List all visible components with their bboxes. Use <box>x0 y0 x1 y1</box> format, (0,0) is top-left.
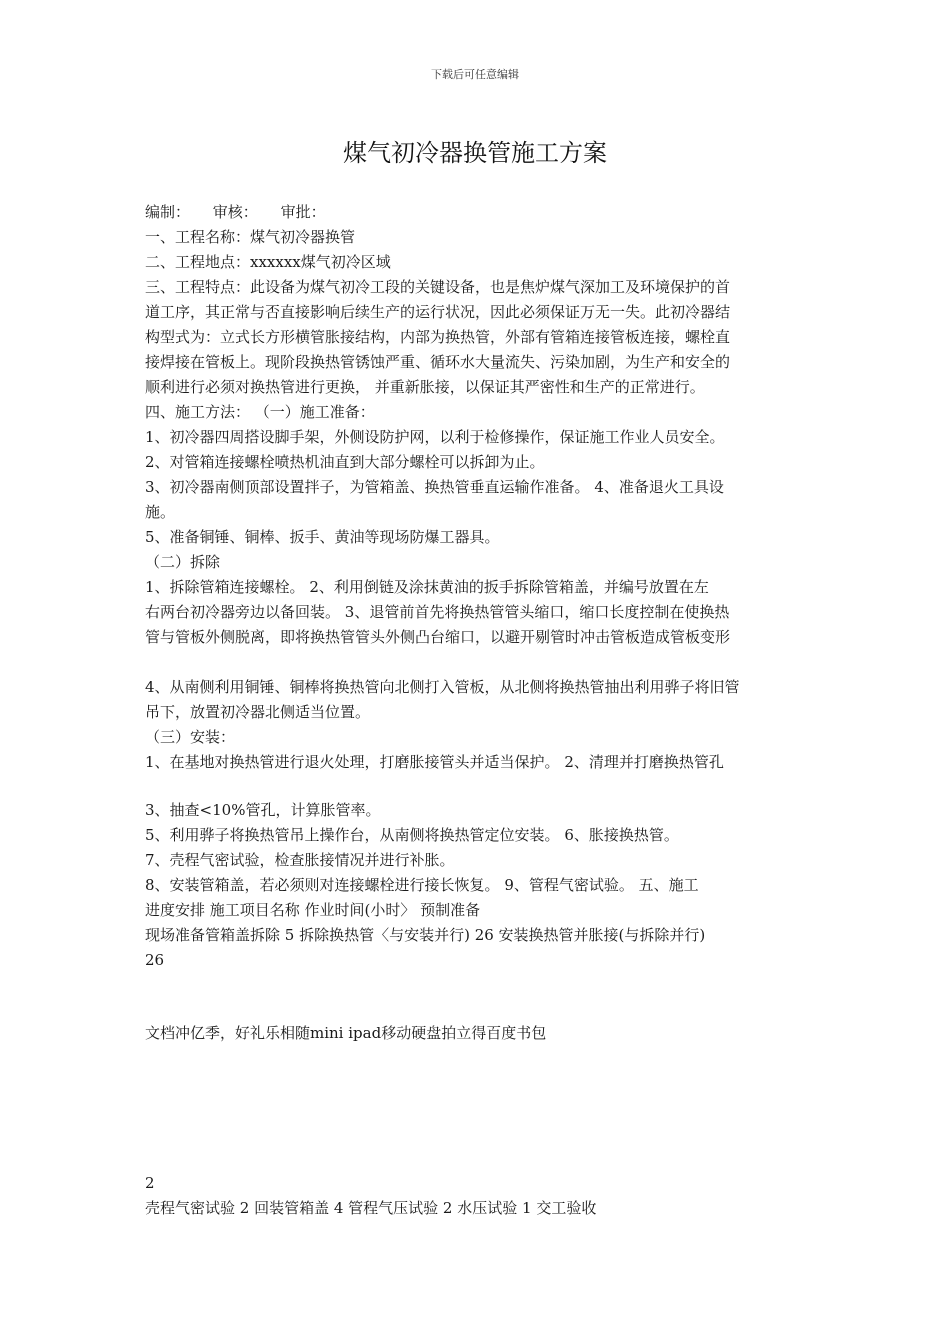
body-line: 5、利用骅子将换热管吊上操作台，从南侧将换热管定位安装。 6、胀接换热管。 <box>145 826 679 844</box>
body-line: 右两台初冷器旁边以备回装。 3、退管前首先将换热管管头缩口，缩口长度控制在使换热 <box>145 603 730 621</box>
body-line: 2、对管箱连接螺栓喷热机油直到大部分螺栓可以拆卸为止。 <box>145 453 545 471</box>
signoff-row <box>145 202 810 222</box>
body-line: 道工序，其正常与否直接影响后续生产的运行状况，因此必须保证万无一失。此初冷器结 <box>145 303 731 321</box>
project-features-line: 三、工程特点：此设备为煤气初冷工段的关键设备，也是焦炉煤气深加工及环境保护的首 <box>145 278 731 296</box>
subsection-heading: （二）拆除 <box>145 553 221 571</box>
schedule-line: 进度安排 施工项目名称 作业时间(小时〉 预制准备 <box>145 901 481 919</box>
body-line: 4、从南侧利用铜锤、铜棒将换热管向北侧打入管板，从北侧将换热管抽出利用骅子将旧管 <box>145 678 740 696</box>
project-name-line: 一、工程名称：煤气初冷器换管 <box>145 228 356 246</box>
schedule-line: 26 <box>145 951 165 969</box>
body-line: 顺利进行必须对换热管进行更换， 并重新胀接，以保证其严密性和生产的正常进行。 <box>145 378 705 396</box>
subsection-heading: （三）安装： <box>145 728 236 746</box>
promo-line: 文档冲亿季，好礼乐相随mini ipad移动硬盘拍立得百度书包 <box>145 1024 547 1042</box>
approver-label: 审批： <box>280 203 326 221</box>
author-label: 编制： <box>145 203 191 221</box>
schedule-line: 壳程气密试验 2 回装管箱盖 4 管程气压试验 2 水压试验 1 交工验收 <box>145 1199 597 1217</box>
body-line: 构型式为：立式长方形横管胀接结构，内部为换热管，外部有管箱连接管板连接，螺栓直 <box>145 328 731 346</box>
body-line: 7、壳程气密试验，检查胀接情况并进行补胀。 <box>145 851 455 869</box>
body-line: 施。 <box>145 503 176 521</box>
body-line: 1、拆除管箱连接螺栓。 2、利用倒链及涂抹黄油的扳手拆除管箱盖，并编号放置在左 <box>145 578 709 596</box>
body-line: 5、准备铜锤、铜棒、扳手、黄油等现场防爆工器具。 <box>145 528 500 546</box>
body-line: 8、安装管箱盖，若必须则对连接螺栓进行接长恢复。 9、管程气密试验。 五、施工 <box>145 876 699 894</box>
reviewer-label: 审核： <box>212 203 258 221</box>
body-line: 1、在基地对换热管进行退火处理，打磨胀接管头并适当保护。 2、清理并打磨换热管孔 <box>145 753 724 771</box>
body-line: 3、初冷器南侧顶部设置拌子，为管箱盖、换热管垂直运输作准备。 4、准备退火工具设 <box>145 478 724 496</box>
page-header: 下载后可任意编辑 <box>431 68 519 81</box>
project-location-line: 二、工程地点：xxxxxx煤气初冷区域 <box>145 253 391 271</box>
schedule-line: 现场准备管箱盖拆除 5 拆除换热管〈与安装并行) 26 安装换热管并胀接(与拆除并行) <box>145 926 706 944</box>
body-line: 3、抽查<10%管孔，计算胀管率。 <box>145 801 381 819</box>
body-line: 接焊接在管板上。现阶段换热管锈蚀严重、循环水大量流失、污染加剧，为生产和安全的 <box>145 353 731 371</box>
body-line: 吊下，放置初冷器北侧适当位置。 <box>145 703 371 721</box>
page-number: 2 <box>145 1174 155 1192</box>
document-title: 煤气初冷器换管施工方案 <box>343 139 607 167</box>
body-line: 管与管板外侧脱离，即将换热管管头外侧凸台缩口，以避开剔管时冲击管板造成管板变形 <box>145 628 731 646</box>
section-heading: 四、施工方法： （一）施工准备： <box>145 403 375 421</box>
body-line: 1、初冷器四周搭设脚手架，外侧设防护网，以利于检修操作，保证施工作业人员安全。 <box>145 428 725 446</box>
